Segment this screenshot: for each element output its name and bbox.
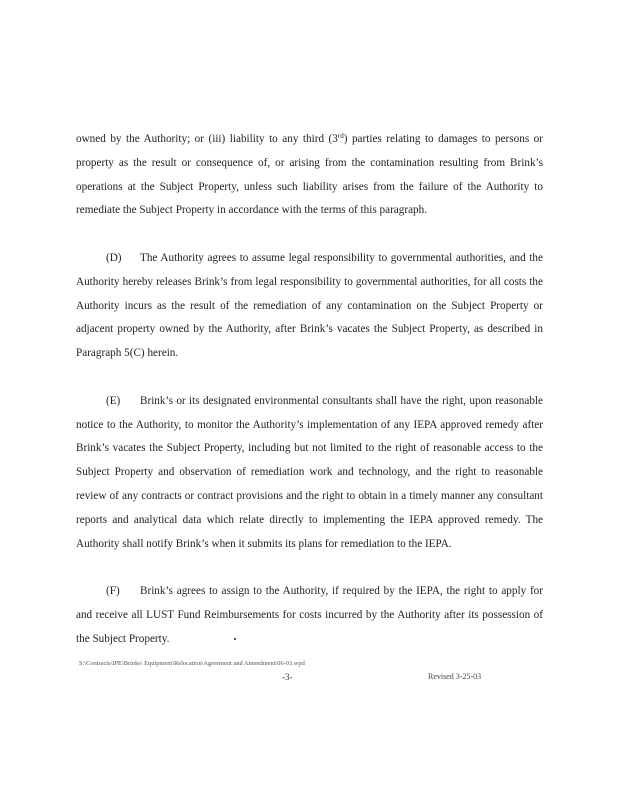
paragraph-f-number: (F)	[106, 585, 120, 598]
body-text	[76, 128, 543, 652]
paragraph-e-text: Brink’s or its designated environmental consultants shall have the right, upon reasonable notice to the Authority, to monitor the Authority’s implementation of any IEPA approved remedy after Brink’s vacates the Subject Property, including but not limited to the right of reasonable access to the Subject Property and observation of remediation work and technology, and the right to reasonable review of any contracts or contract provisions and the right to obtain in a timely manner any consultant reports and analytical data which relate directly to implementing the IEPA approved remedy. The Authority shall notify Brink’s when it submits its plans for remediation to the IEPA.	[76, 394, 543, 550]
paragraph-e	[76, 390, 543, 557]
paragraph-continuation-text-a: owned by the Authority; or (iii) liability to any third (3	[76, 133, 338, 145]
footer-file-path: S:\Contracts\IPE\Brinks\ Equipment\Relocation\Agreement and Amendment\06-03.wpd	[79, 660, 305, 667]
paragraph-e-number: (E)	[106, 394, 121, 407]
paragraph-d-number: (D)	[106, 251, 122, 264]
footer-page-number: -3-	[282, 672, 293, 682]
footer-revised-date: Revised 3-25-03	[428, 672, 482, 681]
paragraph-f-text: Brink’s agrees to assign to the Authority, if required by the IEPA, the right to apply for and receive all LUST Fund Reimbursements for costs incurred by the Authority after its possession of the Subject Property.	[76, 585, 543, 645]
paragraph-continuation	[76, 128, 543, 223]
paragraph-d-text: The Authority agrees to assume legal responsibility to governmental authorities, and the Authority hereby releases Brink’s from legal responsibility to governmental authorities, for all costs the Authority incurs as the result of the remediation of any contamination on the Subject Property or adjacent property owned by the Authority, after Brink’s vacates the Subject Property, as described in Paragraph 5(C) herein.	[76, 251, 543, 360]
paragraph-d	[76, 247, 543, 366]
ordinal-superscript: rd	[337, 132, 344, 140]
paragraph-f	[76, 580, 543, 651]
paragraph-continuation-text-b: ) parties relating to damages to persons or property as the result or consequence of, or arising from the contamination resulting from Brink’s operations at the Subject Property, unless such liability arises from the failure of the Authority to remediate the Subject Property in accordance with the terms of this paragraph.	[76, 133, 543, 217]
stray-mark	[234, 638, 236, 640]
